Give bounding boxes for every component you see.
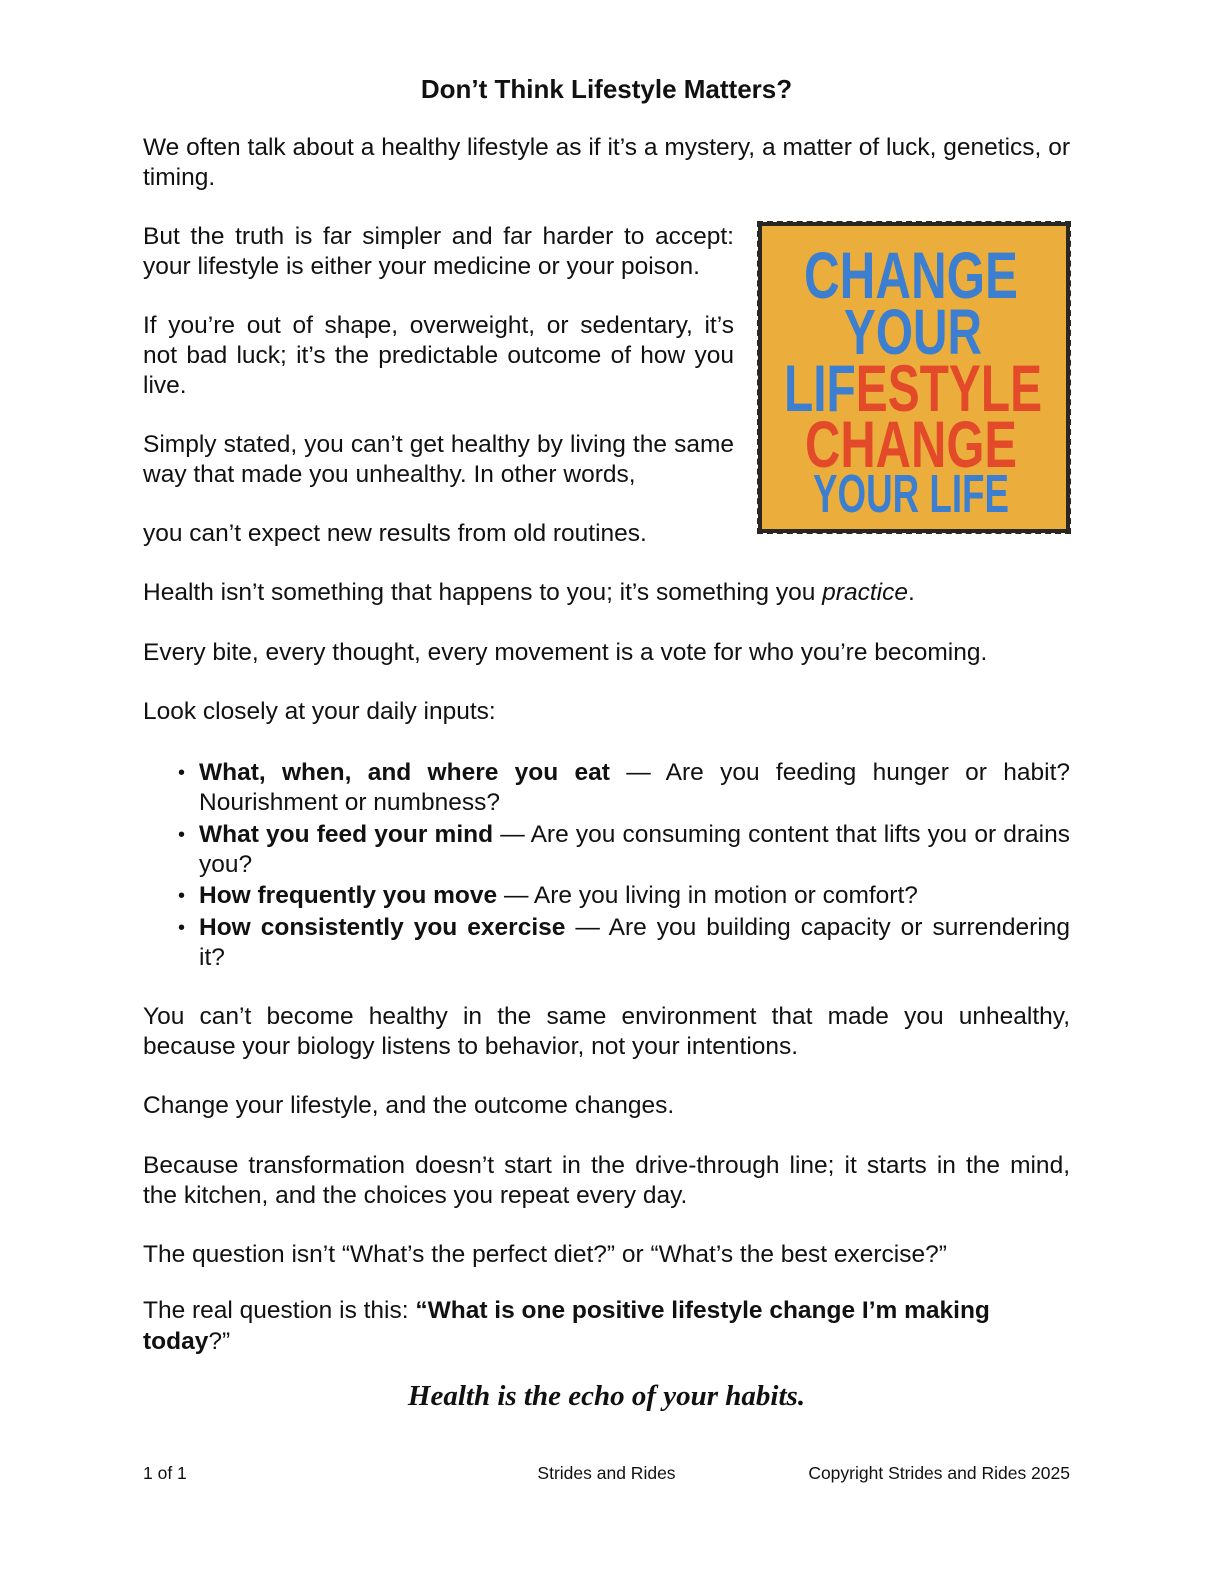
bullet-glyph: • <box>178 823 186 846</box>
routines-paragraph: you can’t expect new results from old routines. <box>143 520 647 547</box>
simply-stated-text: Simply stated, you can’t get healthy by living the same way that made you unhealthy. In other words, <box>143 431 734 488</box>
practice-emphasis: practice <box>822 579 908 606</box>
page-title: Don’t Think Lifestyle Matters? <box>420 74 793 104</box>
bullet-glyph: • <box>178 885 186 907</box>
list-item <box>178 820 1070 880</box>
real-question-pre: The real question is this: <box>143 1297 416 1324</box>
truth-paragraph: But the truth is far simpler and far harder to accept: your lifestyle is either your medicine or your poison. <box>143 223 734 280</box>
vote-paragraph: Every bite, every thought, every movement is a vote for who you’re becoming. <box>143 639 988 666</box>
page-number: 1 of 1 <box>143 1463 187 1483</box>
list-item-heading: How frequently you move <box>199 882 498 909</box>
poster-estyle: ESTYLE <box>855 351 1113 425</box>
list-item-text: — Are you feeding hunger or habit? Nourishment or numbness? <box>199 759 1071 816</box>
environment-paragraph: You can’t become healthy in the same environment that made you unhealthy, because your biology listens to behavior, not your intentions. <box>143 1003 1070 1060</box>
poster-lif: LIF <box>784 351 883 425</box>
poster-lettering <box>762 226 1113 529</box>
bullet-glyph: • <box>178 762 186 784</box>
poster-line-change: CHANGE <box>804 238 1018 312</box>
shape-paragraph: If you’re out of shape, overweight, or sedentary, it’s not bad luck; it’s the predictable outcome of how you live. <box>143 312 734 399</box>
question-paragraph: The question isn’t “What’s the perfect diet?” or “What’s the best exercise?” <box>143 1241 947 1268</box>
list-item-text: — Are you consuming content that lifts you or drains you? <box>199 820 1070 878</box>
list-item-text: — Are you living in motion or comfort? <box>497 882 918 909</box>
list-item-text: — Are you building capacity or surrendering it? <box>199 913 1071 971</box>
real-question-bold: “What is one positive lifestyle change I’m making today <box>143 1297 990 1355</box>
real-question-post: ?” <box>208 1328 231 1355</box>
change-your-lifestyle-poster <box>758 222 1113 533</box>
list-item <box>178 881 1070 911</box>
list-item-heading: How consistently you exercise <box>199 913 566 941</box>
poster-line-your: YOUR <box>844 296 982 368</box>
simply-stated-paragraph <box>143 430 734 490</box>
list-item <box>178 913 1070 973</box>
daily-inputs-list <box>178 758 1070 974</box>
tagline: Health is the echo of your habits. <box>407 1380 806 1412</box>
transformation-paragraph: Because transformation doesn’t start in the drive-through line; it starts in the mind, the kitchen, and the choices you repeat every day. <box>143 1152 1070 1209</box>
poster-line-your-life: YOUR LIFE <box>813 464 1009 524</box>
footer-center: Strides and Rides <box>537 1463 676 1483</box>
inputs-intro: Look closely at your daily inputs: <box>143 698 496 725</box>
bullet-glyph: • <box>178 916 186 939</box>
list-item <box>178 758 1070 818</box>
list-item-heading: What, when, and where you eat <box>199 759 610 786</box>
practice-text-post: . <box>907 579 915 606</box>
change-paragraph: Change your lifestyle, and the outcome changes. <box>143 1092 675 1119</box>
practice-text-pre: Health isn’t something that happens to you; it’s something you <box>143 579 823 606</box>
practice-paragraph <box>143 578 1070 608</box>
intro-paragraph: We often talk about a healthy lifestyle as if it’s a mystery, a matter of luck, genetics, or timing. <box>143 134 1070 191</box>
real-question-paragraph <box>143 1295 1043 1357</box>
poster-line-change-2: CHANGE <box>805 407 1017 481</box>
list-item-heading: What you feed your mind <box>199 820 494 848</box>
footer-copyright: Copyright Strides and Rides 2025 <box>808 1463 1070 1483</box>
